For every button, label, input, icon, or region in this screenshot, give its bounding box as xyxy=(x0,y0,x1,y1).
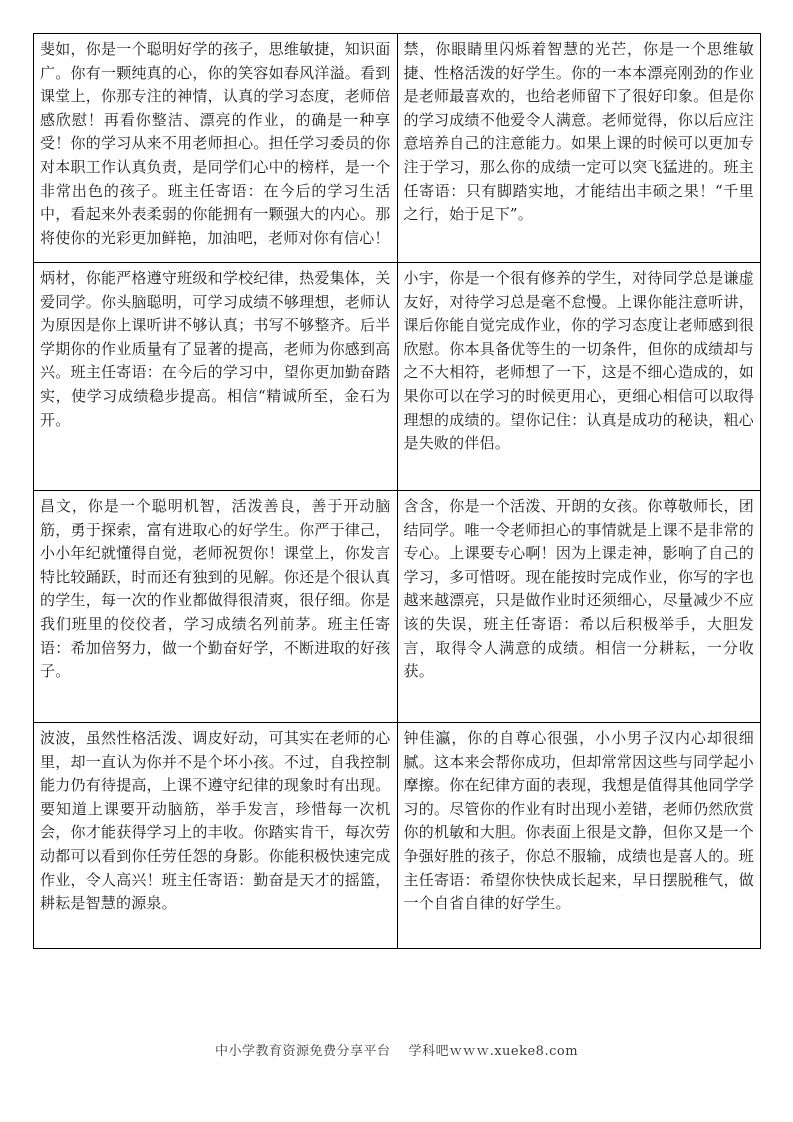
comment-cell-5 xyxy=(34,491,398,723)
comment-cell-7 xyxy=(34,723,398,949)
comment-cell-8 xyxy=(397,723,761,949)
student-comment: 禁，你眼睛里闪烁着智慧的光芒，你是一个思维敏捷、性格活泼的好学生。你的一本本漂亮刚劲的作业是老师最喜欢的，也给老师留下了很好印象。但是你的学习成绩不他爱令人满意。老师觉得，你以后应注意培养自己的注意能力。如果上课的时候可以更加专注于学习，那么你的成绩一定可以突飞猛进的。班主任寄语：只有脚踏实地，才能结出丰硕之果！“千里之行，始于足下”。 xyxy=(403,40,754,224)
table-row xyxy=(34,491,761,723)
comment-cell-1 xyxy=(34,34,398,263)
student-comment: 昌文，你是一个聪明机智，活泼善良，善于开动脑筋，勇于探索，富有进取心的好学生。你严于律己，小小年纪就懂得自觉，老师祝贺你！课堂上，你发言特比较踊跃，时而还有独到的见解。你还是个很认真的学生，每一次的作业都做得很清爽，很仔细。你是我们班里的佼佼者，学习成绩名列前茅。班主任寄语：希加倍努力，做一个勤奋好学，不断进取的好孩子。 xyxy=(40,497,391,681)
table-row xyxy=(34,723,761,949)
table-row xyxy=(34,34,761,263)
student-comments-table xyxy=(33,33,761,949)
table-row xyxy=(34,263,761,491)
comment-cell-6 xyxy=(397,491,761,723)
student-comment: 含含，你是一个活泼、开朗的女孩。你尊敬师长，团结同学。唯一令老师担心的事情就是上课不是非常的专心。上课要专心啊！因为上课走神，影响了自己的学习，多可惜呀。现在能按时完成作业，你写的字也越来越漂亮，只是做作业时还须细心，尽量减少不应该的失误，班主任寄语：希以后积极举手，大胆发言，取得令人满意的成绩。相信一分耕耘，一分收获。 xyxy=(403,497,754,681)
student-comment: 小宇，你是一个很有修养的学生，对待同学总是谦虚友好，对待学习总是毫不怠慢。上课你能注意听讲，课后你能自觉完成作业，你的学习态度让老师感到很欣慰。你本具备优等生的一切条件，但你的成绩却与之不大相符，老师想了一下，这是不细心造成的，如果你可以在学习的时候更用心，更细心相信可以取得理想的成绩的。望你记住：认真是成功的秘诀，粗心是失败的伴侣。 xyxy=(403,269,754,453)
student-comment: 波波，虽然性格活泼、调皮好动，可其实在老师的心里，却一直认为你并不是个坏小孩。不过，自我控制能力仍有待提高，上课不遵守纪律的现象时有出现。要知道上课要开动脑筋，举手发言，珍惜每一次机会，你才能获得学习上的丰收。你踏实肯干，每次劳动都可以看到你任劳任怨的身影。你能积极快速完成作业，令人高兴！班主任寄语：勤奋是天才的摇篮，耕耘是智慧的源泉。 xyxy=(40,729,391,913)
student-comment: 炳材，你能严格遵守班级和学校纪律，热爱集体，关爱同学。你头脑聪明，可学习成绩不够理想，老师认为原因是你上课听讲不够认真；书写不够整齐。后半学期你的作业质量有了显著的提高，老师为你感到高兴。班主任寄语：在今后的学习中，望你更加勤奋踏实，使学习成绩稳步提高。相信“精诚所至，金石为开。 xyxy=(40,269,391,429)
student-comment: 钟佳瀛，你的自尊心很强，小小男子汉内心却很细腻。这本来会帮你成功，但却常常因这些与同学起小摩擦。你在纪律方面的表现，我想是值得其他同学学习的。尽管你的作业有时出现小差错，老师仍然欣赏你的机敏和大胆。你表面上很是文静，但你又是一个争强好胜的孩子，你总不服输，成绩也是喜人的。班主任寄语：希望你快快成长起来，早日摆脱稚气，做一个自省自律的好学生。 xyxy=(403,729,754,913)
footer-text: 中小学教育资源免费分享平台 学科吧ｗｗｗ.xueke8.com xyxy=(214,1044,579,1059)
comment-cell-3 xyxy=(34,263,398,491)
comment-cell-4 xyxy=(397,263,761,491)
student-comment: 斐如，你是一个聪明好学的孩子，思维敏捷，知识面广。你有一颗纯真的心，你的笑容如春风洋溢。看到课堂上，你那专注的神情，认真的学习态度，老师倍感欣慰！再看你整洁、漂亮的作业，的确是一种享受！你的学习从来不用老师担心。担任学习委员的你对本职工作认真负责，是同学们心中的榜样，是一个非常出色的孩子。班主任寄语：在今后的学习生活中，看起来外表柔弱的你能拥有一颗强大的内心。那将使你的光彩更加鲜艳，加油吧，老师对你有信心！ xyxy=(40,40,391,247)
comment-cell-2 xyxy=(397,34,761,263)
